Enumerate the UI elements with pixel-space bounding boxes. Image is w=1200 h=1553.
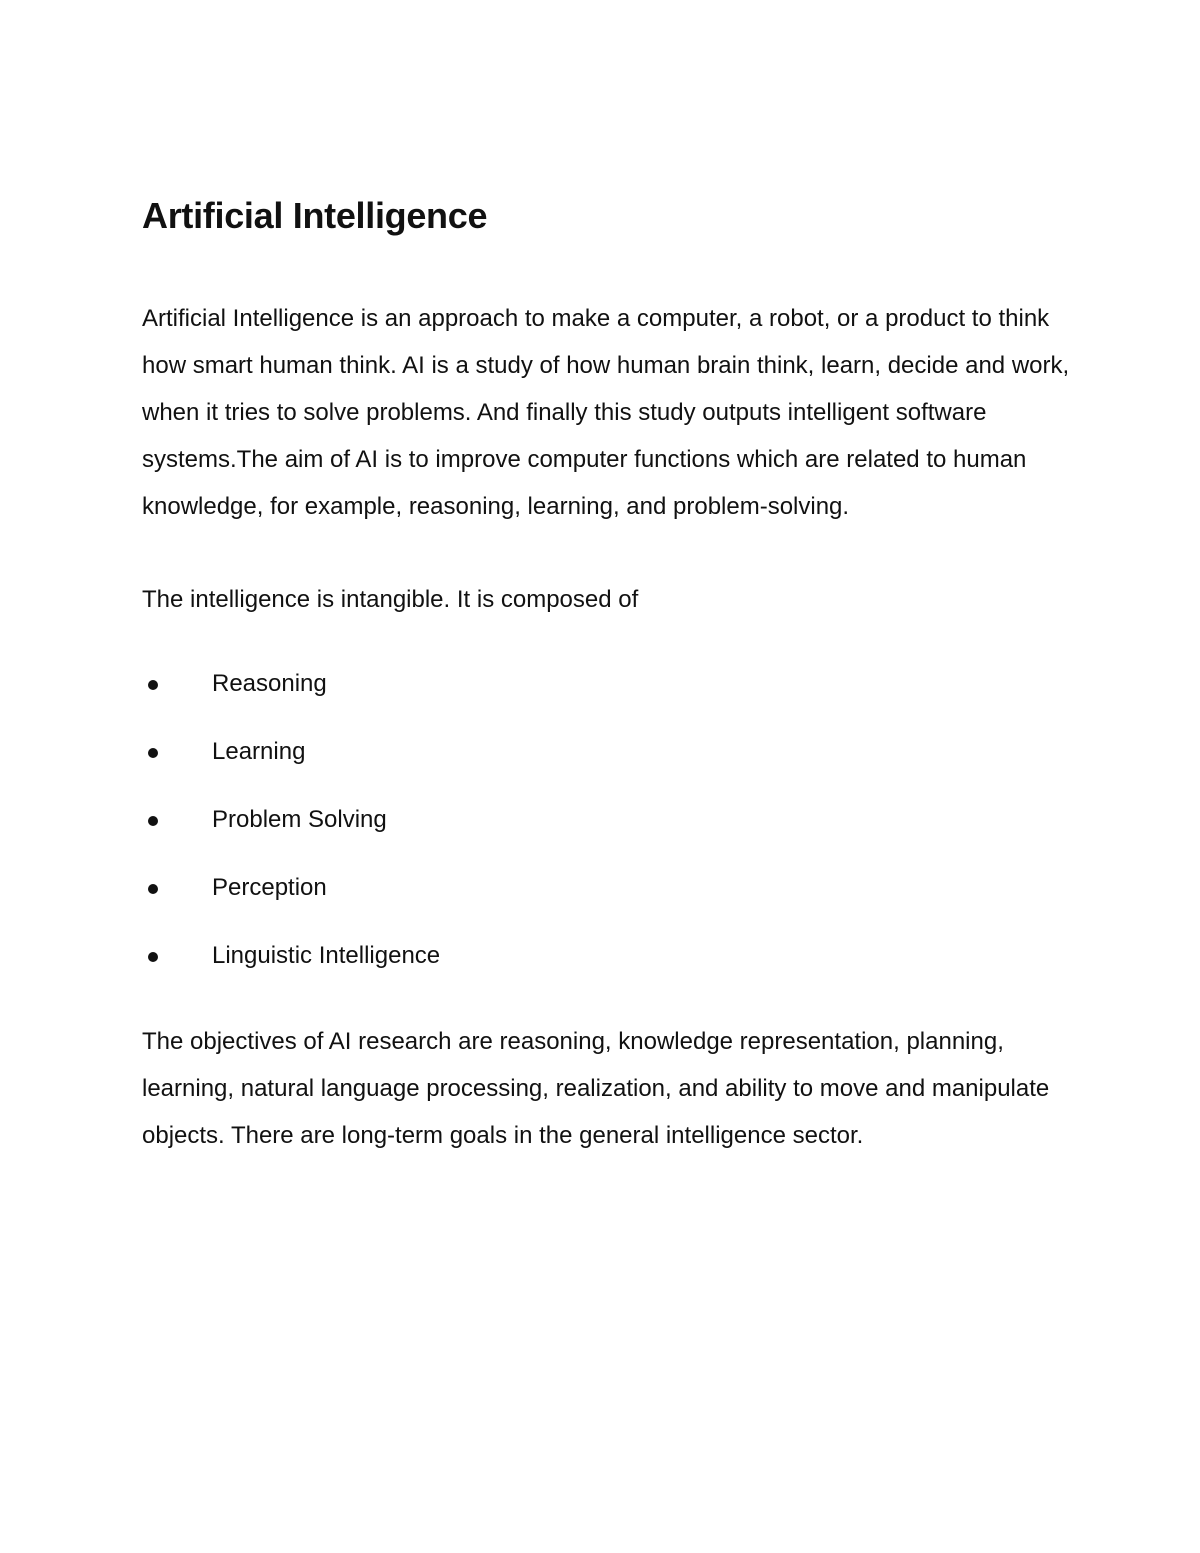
bullet-icon xyxy=(148,680,158,690)
list-item xyxy=(142,802,1072,870)
list-item-label: Perception xyxy=(212,874,327,901)
bullet-icon xyxy=(148,816,158,826)
objectives-paragraph: The objectives of AI research are reasoning, knowledge representation, planning, learning, natural language processing, realization, and ability to move and manipulate objects. There are long-term goals in the general intelligence sector. xyxy=(142,1028,1050,1149)
list-item xyxy=(142,870,1072,938)
list-item-label: Problem Solving xyxy=(212,806,387,833)
document-title: Artificial Intelligence xyxy=(142,195,488,236)
list-item xyxy=(142,734,1072,802)
intro-paragraph: Artificial Intelligence is an approach to make a computer, a robot, or a product to think how smart human think. AI is a study of how human brain think, learn, decide and work, when it tries to solve problems. And finally this study outputs intelligent software systems.The aim of AI is to improve computer functions which are related to human knowledge, for example, reasoning, learning, and problem-solving. xyxy=(142,305,1070,520)
bullet-icon xyxy=(148,952,158,962)
list-item-label: Learning xyxy=(212,738,306,765)
intelligence-components-list xyxy=(142,666,1072,1006)
list-item-label: Linguistic Intelligence xyxy=(212,942,441,969)
list-item xyxy=(142,938,1072,1006)
list-item xyxy=(142,666,1072,734)
bullet-icon xyxy=(148,748,158,758)
list-item-label: Reasoning xyxy=(212,670,327,697)
document-body xyxy=(142,192,1072,1159)
bullet-icon xyxy=(148,884,158,894)
composition-paragraph: The intelligence is intangible. It is composed of xyxy=(142,586,639,613)
